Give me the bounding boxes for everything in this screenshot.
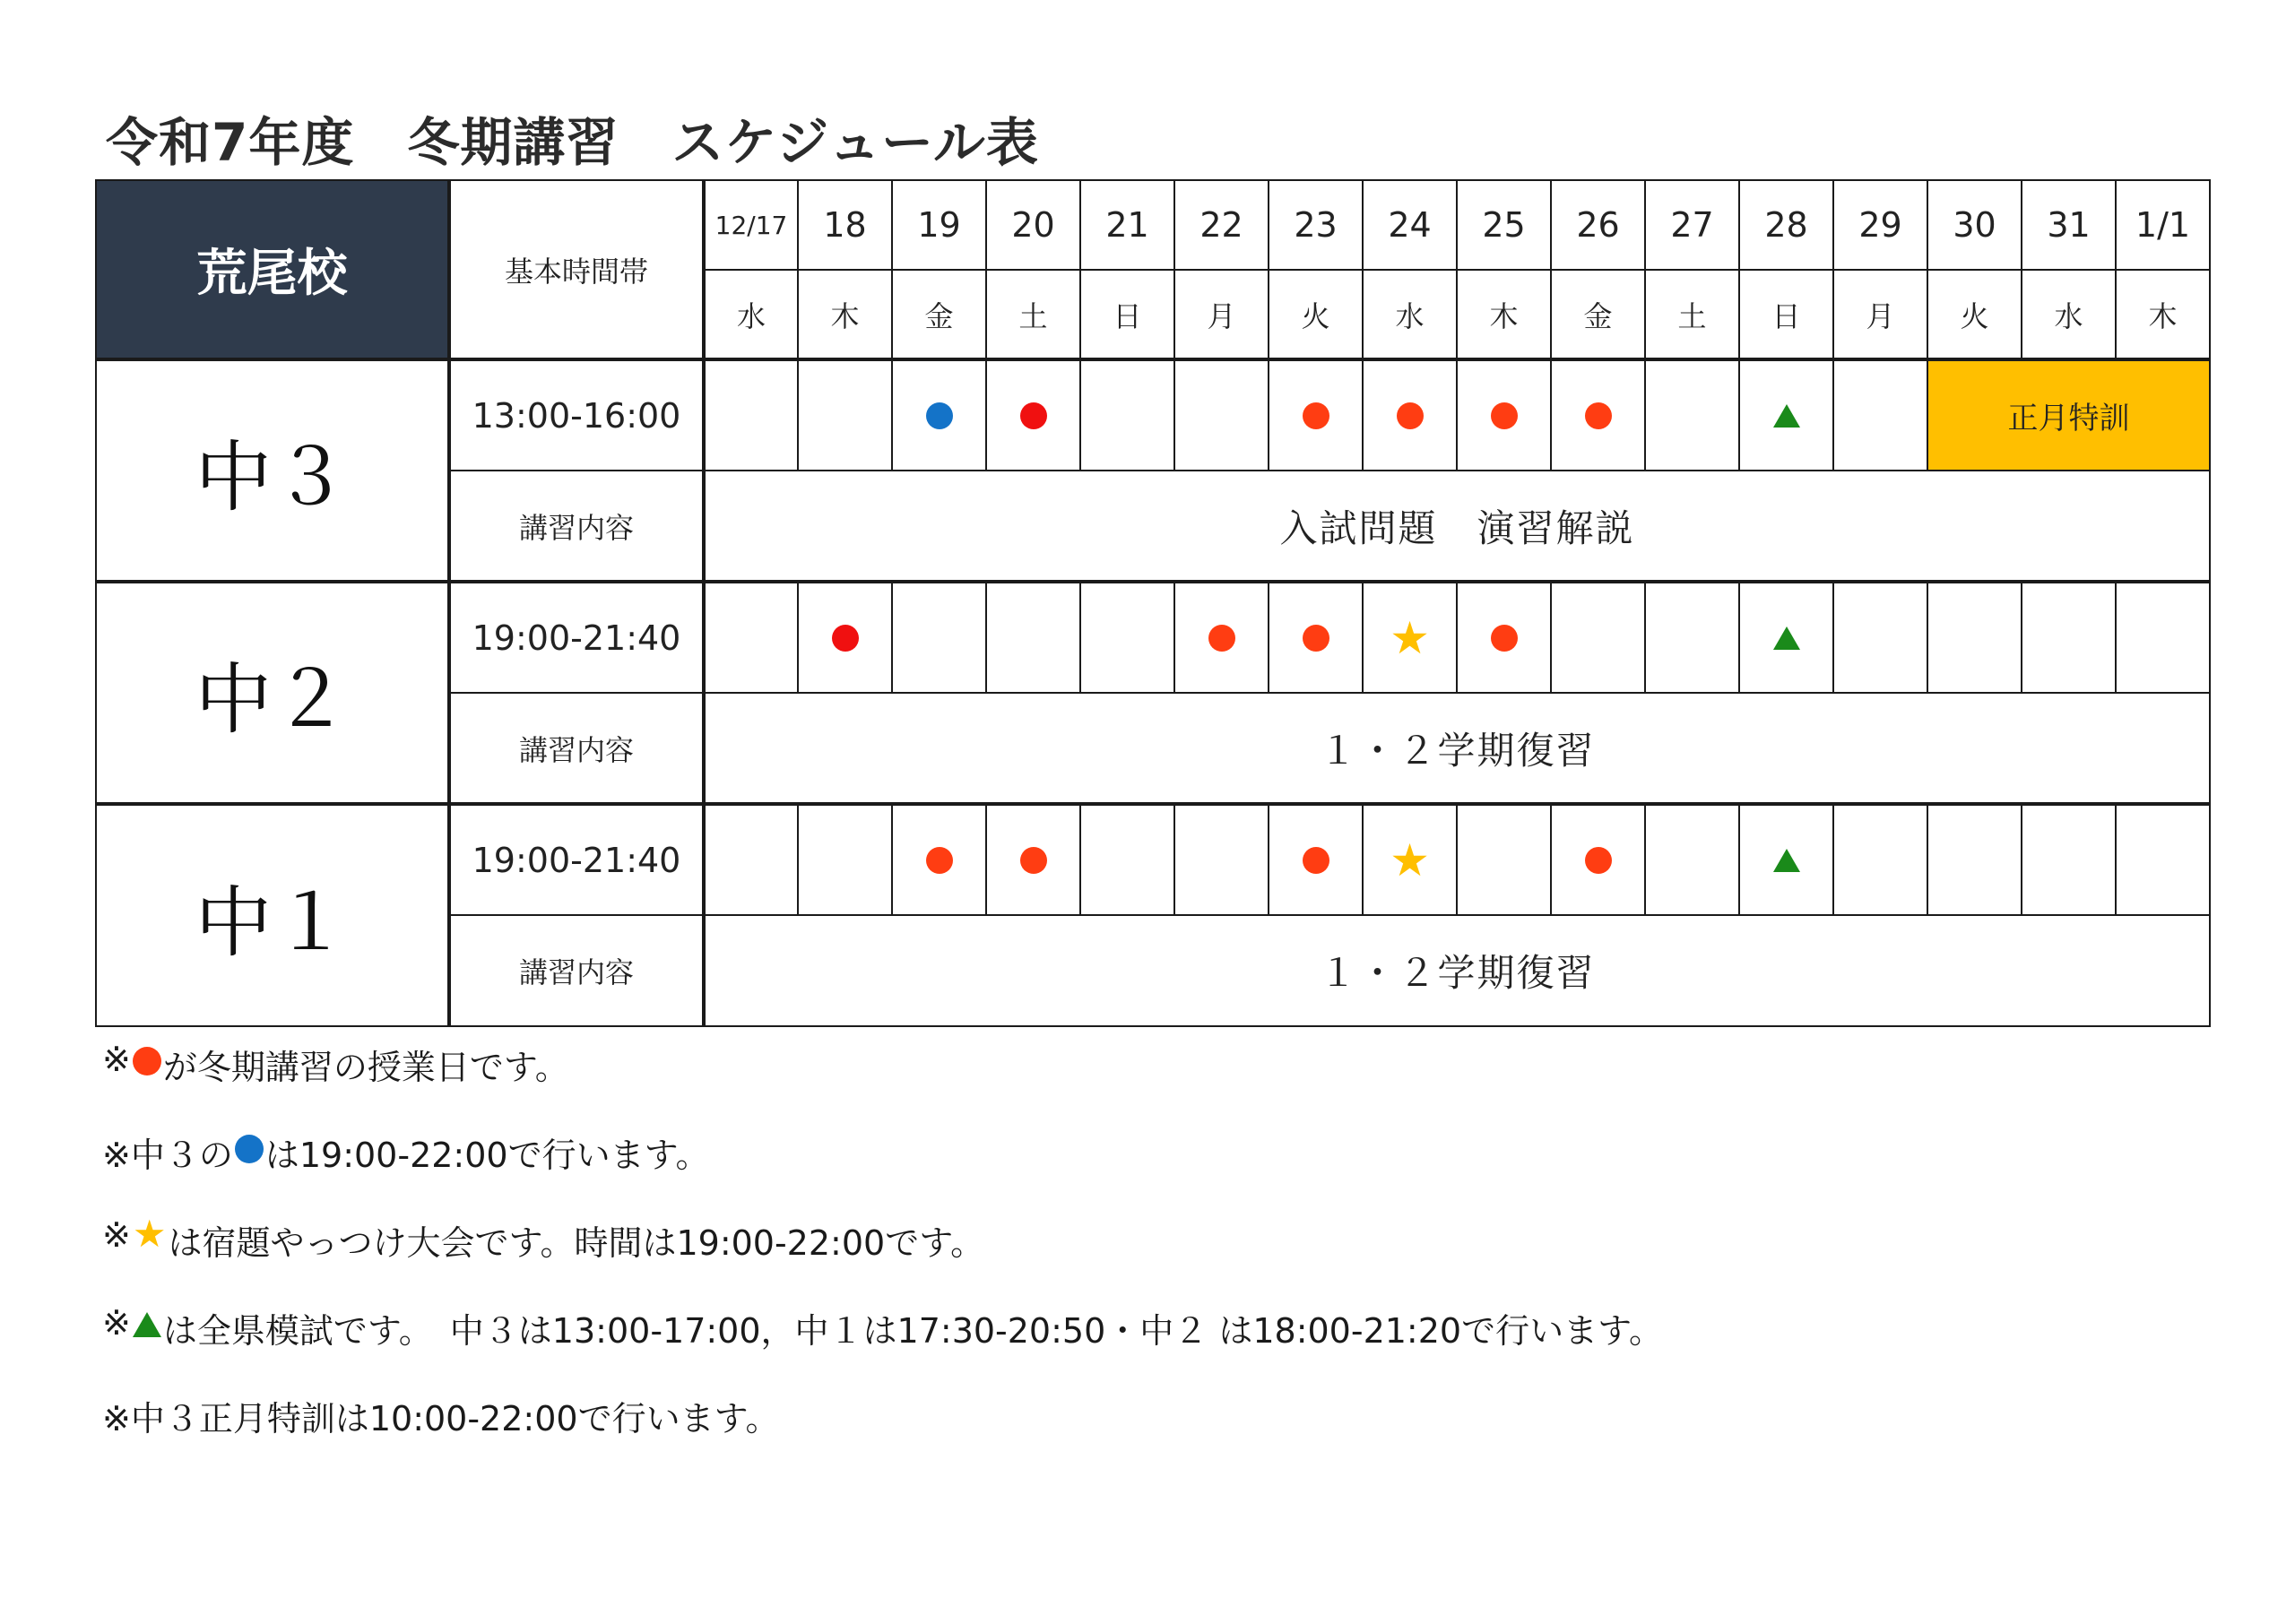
- weekday-cell: 金: [1551, 270, 1645, 359]
- schedule-cell: [892, 359, 986, 471]
- date-cell: 26: [1551, 180, 1645, 270]
- weekday-cell: 日: [1739, 270, 1833, 359]
- schedule-cell: [1927, 804, 2022, 915]
- date-cell: 20: [986, 180, 1080, 270]
- date-cell: 23: [1269, 180, 1363, 270]
- date-cell: 31: [2022, 180, 2116, 270]
- note-line: [102, 1391, 1663, 1479]
- weekday-cell: 火: [1927, 270, 2022, 359]
- weekday-cell: 火: [1269, 270, 1363, 359]
- weekday-cell: 水: [704, 270, 798, 359]
- orange-dot-icon: [1303, 625, 1329, 652]
- note-text: は19:00-22:00で行います。: [264, 1136, 710, 1175]
- date-cell: 30: [1927, 180, 2022, 270]
- schedule-cell: [986, 804, 1080, 915]
- grade-label: 中１: [96, 804, 449, 1026]
- grade-time-row: [96, 359, 2210, 471]
- schedule-cell: [1645, 582, 1739, 693]
- course-content: １・２学期復習: [704, 693, 2210, 804]
- grade-time-row: [96, 582, 2210, 693]
- weekday-cell: 水: [2022, 270, 2116, 359]
- orange-dot-icon: [1303, 847, 1329, 874]
- date-cell: 28: [1739, 180, 1833, 270]
- schedule-cell: [1174, 804, 1269, 915]
- schedule-cell: [1833, 359, 1927, 471]
- schedule-cell: [1363, 359, 1457, 471]
- schedule-cell: [1363, 582, 1457, 693]
- schedule-cell: [798, 804, 892, 915]
- notes-section: [102, 1040, 1663, 1479]
- star-icon: ★: [1390, 834, 1430, 886]
- note-text: は宿題やっつけ大会です。時間は19:00-22:00です。: [168, 1223, 985, 1263]
- orange-dot-icon: [1585, 402, 1612, 429]
- orange-dot-icon: [1491, 402, 1518, 429]
- schedule-cell: [986, 359, 1080, 471]
- orange-dot-icon: [1303, 402, 1329, 429]
- schedule-cell: [1080, 359, 1174, 471]
- date-cell: 18: [798, 180, 892, 270]
- time-slot: 19:00-21:40: [449, 582, 704, 693]
- orange-dot-icon: [1208, 625, 1235, 652]
- time-slot: 19:00-21:40: [449, 804, 704, 915]
- schedule-cell: [704, 804, 798, 915]
- schedule-table: [95, 179, 2211, 1027]
- weekday-cell: 土: [986, 270, 1080, 359]
- date-cell: 22: [1174, 180, 1269, 270]
- course-content: 入試問題 演習解説: [704, 471, 2210, 582]
- schedule-cell: [1174, 582, 1269, 693]
- grade-label: 中３: [96, 359, 449, 582]
- schedule-cell: [1080, 582, 1174, 693]
- date-cell: 12/17: [704, 180, 798, 270]
- grade-label: 中２: [96, 582, 449, 804]
- school-name: 荒尾校: [96, 180, 449, 359]
- schedule-cell: [1551, 582, 1645, 693]
- schedule-cell: [1551, 359, 1645, 471]
- content-label: 講習内容: [449, 915, 704, 1026]
- schedule-cell: [1739, 804, 1833, 915]
- orange-dot-icon: [1020, 847, 1047, 874]
- blue-dot-icon: [926, 402, 953, 429]
- course-content: １・２学期復習: [704, 915, 2210, 1026]
- weekday-cell: 木: [798, 270, 892, 359]
- note-line: [102, 1303, 1663, 1391]
- orange-dot-icon: [926, 847, 953, 874]
- schedule-cell: [1927, 582, 2022, 693]
- schedule-cell: [798, 359, 892, 471]
- schedule-cell: [1457, 359, 1551, 471]
- weekday-cell: 金: [892, 270, 986, 359]
- weekday-cell: 月: [1174, 270, 1269, 359]
- schedule-cell: [2116, 582, 2210, 693]
- triangle-icon: [133, 1312, 161, 1337]
- orange-dot-icon: [133, 1047, 161, 1075]
- special-session-cell: 正月特訓: [1927, 359, 2210, 471]
- note-line: [102, 1212, 1663, 1303]
- weekday-cell: 月: [1833, 270, 1927, 359]
- schedule-cell: [1457, 582, 1551, 693]
- schedule-cell: [1739, 359, 1833, 471]
- orange-dot-icon: [1585, 847, 1612, 874]
- header-date-row: [96, 180, 2210, 270]
- schedule-cell: [2116, 804, 2210, 915]
- date-cell: 29: [1833, 180, 1927, 270]
- weekday-cell: 木: [2116, 270, 2210, 359]
- date-cell: 24: [1363, 180, 1457, 270]
- schedule-cell: [1551, 804, 1645, 915]
- orange-dot-icon: [1397, 402, 1424, 429]
- note-line: [102, 1040, 1663, 1127]
- schedule-cell: [1174, 359, 1269, 471]
- content-label: 講習内容: [449, 471, 704, 582]
- schedule-cell: [1833, 804, 1927, 915]
- basic-time-label: 基本時間帯: [449, 180, 704, 359]
- schedule-cell: [1833, 582, 1927, 693]
- schedule-cell: [704, 582, 798, 693]
- schedule-cell: [798, 582, 892, 693]
- note-prefix: ※: [102, 1040, 131, 1079]
- triangle-icon: [1773, 404, 1800, 428]
- note-prefix: ※中３の: [102, 1136, 233, 1175]
- schedule-cell: [1363, 804, 1457, 915]
- note-prefix: ※: [102, 1303, 131, 1343]
- schedule-cell: [1269, 582, 1363, 693]
- grade-time-row: [96, 804, 2210, 915]
- schedule-cell: [1457, 804, 1551, 915]
- note-text: が冬期講習の授業日です。: [162, 1048, 569, 1087]
- note-prefix: ※中３正月特訓は10:00-22:00で行います。: [102, 1399, 780, 1438]
- date-cell: 21: [1080, 180, 1174, 270]
- schedule-cell: [1645, 804, 1739, 915]
- weekday-cell: 土: [1645, 270, 1739, 359]
- schedule-cell: [986, 582, 1080, 693]
- schedule-cell: [2022, 804, 2116, 915]
- schedule-cell: [2022, 582, 2116, 693]
- triangle-icon: [1773, 849, 1800, 872]
- red-dot-icon: [1020, 402, 1047, 429]
- date-cell: 27: [1645, 180, 1739, 270]
- weekday-cell: 水: [1363, 270, 1457, 359]
- orange-dot-icon: [1491, 625, 1518, 652]
- schedule-cell: [1645, 359, 1739, 471]
- blue-dot-icon: [235, 1135, 264, 1163]
- time-slot: 13:00-16:00: [449, 359, 704, 471]
- content-label: 講習内容: [449, 693, 704, 804]
- star-icon: ★: [1390, 611, 1430, 664]
- note-line: [102, 1127, 1663, 1215]
- date-cell: 1/1: [2116, 180, 2210, 270]
- date-cell: 25: [1457, 180, 1551, 270]
- schedule-cell: [892, 582, 986, 693]
- date-cell: 19: [892, 180, 986, 270]
- weekday-cell: 日: [1080, 270, 1174, 359]
- page-title: 令和7年度 冬期講習 スケジュール表: [106, 112, 1039, 173]
- schedule-cell: [1269, 804, 1363, 915]
- triangle-icon: [1773, 626, 1800, 650]
- star-icon: ★: [132, 1212, 167, 1256]
- schedule-cell: [892, 804, 986, 915]
- red-dot-icon: [832, 625, 859, 652]
- schedule-cell: [1080, 804, 1174, 915]
- note-text: は全県模試です。 中３は13:00-17:00，中１は17:30-20:50・中２ は18:00-21:20で行います。: [162, 1311, 1664, 1351]
- weekday-cell: 木: [1457, 270, 1551, 359]
- schedule-cell: [1739, 582, 1833, 693]
- note-prefix: ※: [102, 1215, 131, 1255]
- schedule-cell: [1269, 359, 1363, 471]
- schedule-cell: [704, 359, 798, 471]
